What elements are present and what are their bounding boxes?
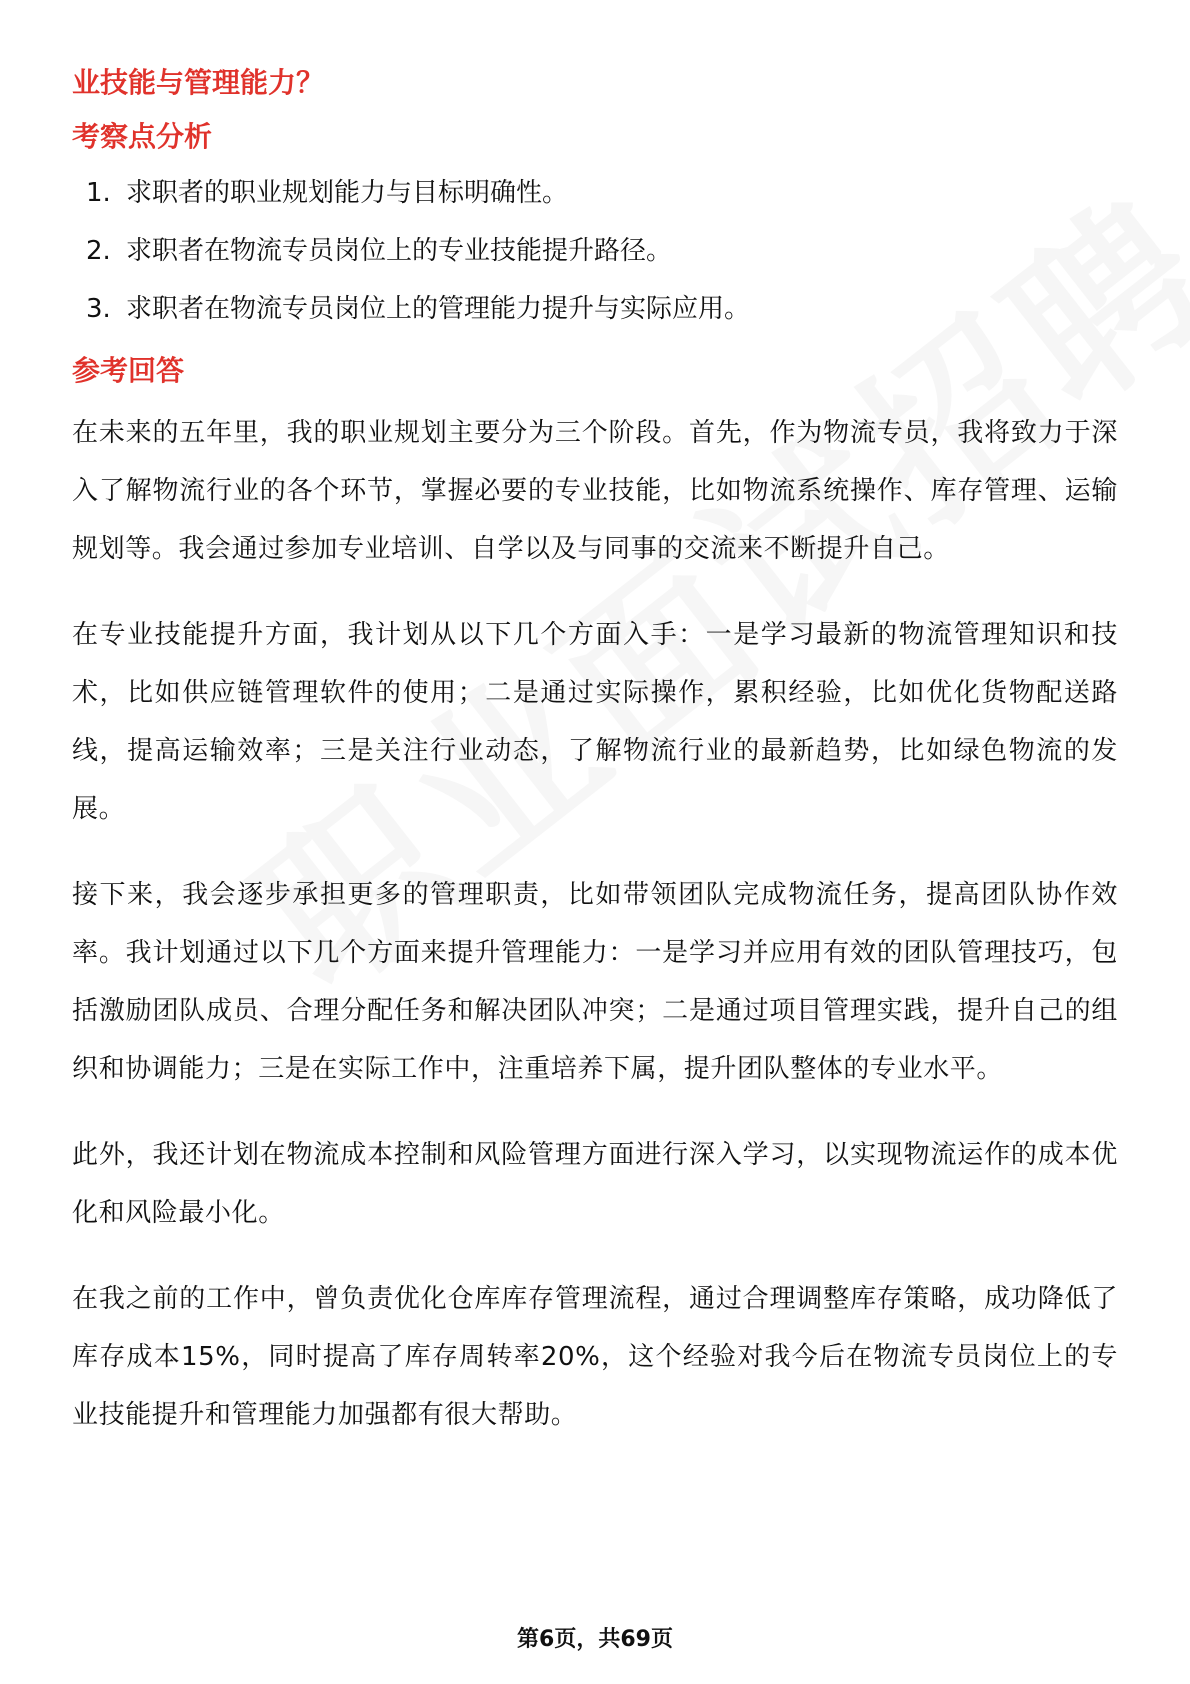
list-item-number: 2. (86, 236, 111, 266)
answer-heading: 参考回答 (72, 354, 185, 387)
list-item-text: 求职者在物流专员岗位上的管理能力提升与实际应用。 (126, 294, 751, 324)
list-item (72, 176, 1118, 210)
analysis-point-list (72, 176, 1118, 326)
answer-paragraph: 在未来的五年里，我的职业规划主要分为三个阶段。首先，作为物流专员，我将致力于深入了解物流行业的各个环节，掌握必要的专业技能，比如物流系统操作、库存管理、运输规划等。我会通过参加专业培训、自学以及与同事的交流来不断提升自己。 (72, 418, 1118, 564)
page-number-footer: 第6页，共69页 (517, 1627, 673, 1652)
answer-paragraph: 接下来，我会逐步承担更多的管理职责，比如带领团队完成物流任务，提高团队协作效率。我计划通过以下几个方面来提升管理能力：一是学习并应用有效的团队管理技巧，包括激励团队成员、合理分配任务和解决团队冲突；二是通过项目管理实践，提升自己的组织和协调能力；三是在实际工作中，注重培养下属，提升团队整体的专业水平。 (72, 880, 1118, 1084)
list-item (72, 234, 1118, 268)
answer-paragraph: 此外，我还计划在物流成本控制和风险管理方面进行深入学习，以实现物流运作的成本优化和风险最小化。 (72, 1140, 1118, 1228)
answer-paragraph: 在我之前的工作中，曾负责优化仓库库存管理流程，通过合理调整库存策略，成功降低了库存成本15%，同时提高了库存周转率20%，这个经验对我今后在物流专员岗位上的专业技能提升和管理能力加强都有很大帮助。 (72, 1284, 1118, 1430)
list-item-text: 求职者的职业规划能力与目标明确性。 (126, 178, 569, 208)
list-item (72, 292, 1118, 326)
analysis-heading: 考察点分析 (72, 120, 213, 153)
list-item-number: 1. (86, 178, 111, 208)
answer-paragraph: 在专业技能提升方面，我计划从以下几个方面入手：一是学习最新的物流管理知识和技术，比如供应链管理软件的使用；二是通过实际操作，累积经验，比如优化货物配送路线，提高运输效率；三是关注行业动态，了解物流行业的最新趋势，比如绿色物流的发展。 (72, 620, 1118, 824)
list-item-number: 3. (86, 294, 111, 324)
question-heading-continuation: 业技能与管理能力？ (72, 66, 325, 99)
list-item-text: 求职者在物流专员岗位上的专业技能提升路径。 (126, 236, 673, 266)
page-content (72, 54, 1118, 1444)
